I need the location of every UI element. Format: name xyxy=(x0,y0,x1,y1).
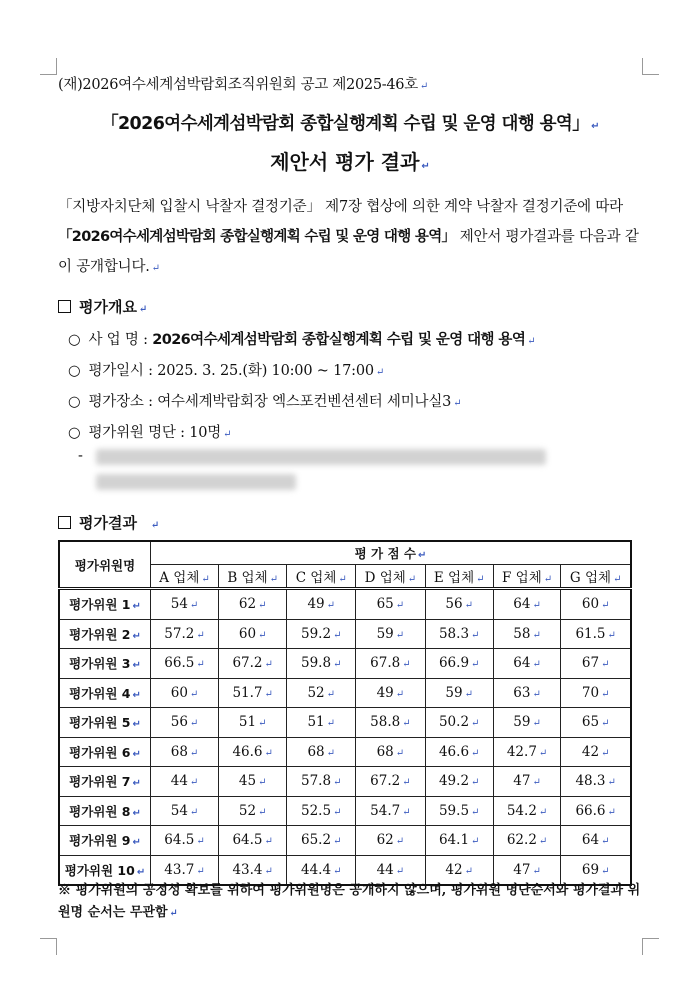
redacted-member-names-line2 xyxy=(96,474,296,490)
return-mark-icon: ↵ xyxy=(196,865,205,877)
score-cell: 52.5 ↵ xyxy=(287,796,356,826)
return-mark-icon: ↵ xyxy=(591,121,599,132)
return-mark-icon: ↵ xyxy=(189,806,199,818)
return-mark-icon: ↵ xyxy=(601,600,610,612)
return-mark-icon: ↵ xyxy=(326,600,336,612)
return-mark-icon: ↵ xyxy=(258,600,267,612)
return-mark-icon: ↵ xyxy=(532,659,541,671)
score-cell: 42.7 ↵ xyxy=(493,737,561,767)
return-mark-icon: ↵ xyxy=(132,719,141,731)
return-mark-icon: ↵ xyxy=(476,574,485,585)
return-mark-icon: ↵ xyxy=(471,806,480,818)
corner-header: 평가위원명 xyxy=(59,541,151,589)
crop-mark-bottom-left xyxy=(40,938,57,955)
checkbox-square-icon xyxy=(58,516,71,529)
score-cell: 46.6 ↵ xyxy=(425,737,493,767)
score-cell: 47 ↵ xyxy=(493,855,561,885)
score-cell: 68 ↵ xyxy=(287,737,356,767)
score-cell: 68 ↵ xyxy=(151,737,219,767)
company-header: B 업체 ↵ xyxy=(219,565,287,589)
return-mark-icon: ↵ xyxy=(258,629,267,641)
table-row xyxy=(59,826,631,856)
return-mark-icon: ↵ xyxy=(421,161,430,172)
return-mark-icon: ↵ xyxy=(138,304,148,315)
return-mark-icon: ↵ xyxy=(333,629,342,641)
return-mark-icon: ↵ xyxy=(407,574,417,585)
return-mark-icon: ↵ xyxy=(471,718,480,730)
table-row xyxy=(59,708,631,738)
return-mark-icon: ↵ xyxy=(258,777,267,789)
evaluator-name-cell: 평가위원 2 ↵ xyxy=(59,619,151,649)
score-cell: 62 ↵ xyxy=(219,589,287,620)
score-cell: 60 ↵ xyxy=(561,589,631,620)
score-cell: 52 ↵ xyxy=(287,678,356,708)
return-mark-icon: ↵ xyxy=(264,747,273,759)
return-mark-icon: ↵ xyxy=(264,659,273,671)
return-mark-icon: ↵ xyxy=(527,336,536,347)
company-header: F 업체 ↵ xyxy=(493,565,561,589)
score-cell: 54 ↵ xyxy=(151,589,219,620)
score-cell: 54.2 ↵ xyxy=(493,796,561,826)
return-mark-icon: ↵ xyxy=(326,688,336,700)
return-mark-icon: ↵ xyxy=(471,836,480,848)
return-mark-icon: ↵ xyxy=(189,777,199,789)
return-mark-icon: ↵ xyxy=(196,836,205,848)
score-cell: 66.9 ↵ xyxy=(425,649,493,679)
company-header: D 업체 ↵ xyxy=(356,565,425,589)
score-cell: 63 ↵ xyxy=(493,678,561,708)
score-cell: 62 ↵ xyxy=(356,826,425,856)
overview-item-place: ○ 평가장소 : 여수세계박람회장 엑스포컨벤션센터 세미나실3 ↵ xyxy=(68,394,462,410)
circle-bullet-icon: ○ xyxy=(68,332,81,348)
return-mark-icon: ↵ xyxy=(132,748,141,760)
score-cell: 56 ↵ xyxy=(425,589,493,620)
return-mark-icon: ↵ xyxy=(150,520,160,531)
footnote: ※ 평가위원의 공정성 확보를 위하여 평가위원명은 공개하지 않으며, 평가위원 명단순서와 평가결과 위원명 순서는 무관함 ↵ xyxy=(58,883,641,920)
section-heading-overview: 평가개요 ↵ xyxy=(58,296,147,317)
score-cell: 67.2 ↵ xyxy=(219,649,287,679)
table-row xyxy=(59,767,631,797)
return-mark-icon: ↵ xyxy=(333,806,342,818)
score-cell: 65 ↵ xyxy=(356,589,425,620)
return-mark-icon: ↵ xyxy=(223,429,232,440)
return-mark-icon: ↵ xyxy=(601,688,610,700)
score-cell: 57.8 ↵ xyxy=(287,767,356,797)
return-mark-icon: ↵ xyxy=(326,747,336,759)
return-mark-icon: ↵ xyxy=(538,836,548,848)
return-mark-icon: ↵ xyxy=(613,574,622,585)
document-subtitle: 제안서 평가 결과 ↵ xyxy=(270,150,430,174)
return-mark-icon: ↵ xyxy=(402,718,411,730)
return-mark-icon: ↵ xyxy=(601,659,610,671)
return-mark-icon: ↵ xyxy=(543,574,553,585)
return-mark-icon: ↵ xyxy=(471,659,480,671)
score-cell: 43.4 ↵ xyxy=(219,855,287,885)
return-mark-icon: ↵ xyxy=(395,688,405,700)
score-cell: 44 ↵ xyxy=(151,767,219,797)
return-mark-icon: ↵ xyxy=(417,550,427,561)
score-cell: 44.4 ↵ xyxy=(287,855,356,885)
return-mark-icon: ↵ xyxy=(132,837,141,849)
score-cell: 49 ↵ xyxy=(356,678,425,708)
score-table-body xyxy=(59,589,631,886)
evaluator-name-cell: 평가위원 4 ↵ xyxy=(59,678,151,708)
company-header: A 업체 ↵ xyxy=(151,565,219,589)
return-mark-icon: ↵ xyxy=(532,865,541,877)
score-cell: 64.5 ↵ xyxy=(219,826,287,856)
return-mark-icon: ↵ xyxy=(132,630,141,642)
evaluator-name-cell: 평가위원 3 ↵ xyxy=(59,649,151,679)
score-cell: 57.2 ↵ xyxy=(151,619,219,649)
return-mark-icon: ↵ xyxy=(196,659,205,671)
return-mark-icon: ↵ xyxy=(375,367,385,378)
return-mark-icon: ↵ xyxy=(189,718,199,730)
return-mark-icon: ↵ xyxy=(338,574,347,585)
return-mark-icon: ↵ xyxy=(395,747,405,759)
return-mark-icon: ↵ xyxy=(201,574,210,585)
evaluator-name-cell: 평가위원 5 ↵ xyxy=(59,708,151,738)
score-cell: 64.5 ↵ xyxy=(151,826,219,856)
return-mark-icon: ↵ xyxy=(453,398,462,409)
score-cell: 44 ↵ xyxy=(356,855,425,885)
score-cell: 51 ↵ xyxy=(287,708,356,738)
return-mark-icon: ↵ xyxy=(601,718,610,730)
return-mark-icon: ↵ xyxy=(333,865,342,877)
return-mark-icon: ↵ xyxy=(258,718,267,730)
evaluator-name-cell: 평가위원 9 ↵ xyxy=(59,826,151,856)
return-mark-icon: ↵ xyxy=(538,806,548,818)
evaluation-results-table xyxy=(58,540,632,886)
return-mark-icon: ↵ xyxy=(196,629,205,641)
score-cell: 49.2 ↵ xyxy=(425,767,493,797)
dash-bullet: - xyxy=(78,448,83,464)
score-cell: 70 ↵ xyxy=(561,678,631,708)
score-cell: 65.2 ↵ xyxy=(287,826,356,856)
score-cell: 67 ↵ xyxy=(561,649,631,679)
return-mark-icon: ↵ xyxy=(189,600,199,612)
return-mark-icon: ↵ xyxy=(464,688,473,700)
return-mark-icon: ↵ xyxy=(264,865,273,877)
table-row xyxy=(59,589,631,620)
score-cell: 51.7 ↵ xyxy=(219,678,287,708)
redacted-member-names xyxy=(96,449,546,465)
return-mark-icon: ↵ xyxy=(464,600,473,612)
score-cell: 64 ↵ xyxy=(561,826,631,856)
score-cell: 69 ↵ xyxy=(561,855,631,885)
table-row xyxy=(59,796,631,826)
table-row xyxy=(59,649,631,679)
evaluator-name-cell: 평가위원 7 ↵ xyxy=(59,767,151,797)
score-cell: 43.7 ↵ xyxy=(151,855,219,885)
circle-bullet-icon: ○ xyxy=(68,425,81,441)
return-mark-icon: ↵ xyxy=(333,659,342,671)
crop-mark-top-right xyxy=(642,58,659,75)
return-mark-icon: ↵ xyxy=(132,778,141,790)
score-cell: 42 ↵ xyxy=(425,855,493,885)
score-cell: 52 ↵ xyxy=(219,796,287,826)
return-mark-icon: ↵ xyxy=(136,866,146,878)
crop-mark-top-left xyxy=(40,58,57,75)
return-mark-icon: ↵ xyxy=(601,865,610,877)
score-cell: 66.6 ↵ xyxy=(561,796,631,826)
return-mark-icon: ↵ xyxy=(258,806,267,818)
return-mark-icon: ↵ xyxy=(419,81,429,92)
return-mark-icon: ↵ xyxy=(607,806,616,818)
score-cell: 50.2 ↵ xyxy=(425,708,493,738)
return-mark-icon: ↵ xyxy=(471,747,480,759)
score-cell: 64.1 ↵ xyxy=(425,826,493,856)
score-cell: 47 ↵ xyxy=(493,767,561,797)
evaluator-name-cell: 평가위원 10 ↵ xyxy=(59,855,151,885)
table-row xyxy=(59,737,631,767)
score-cell: 49 ↵ xyxy=(287,589,356,620)
score-cell: 62.2 ↵ xyxy=(493,826,561,856)
score-cell: 59.8 ↵ xyxy=(287,649,356,679)
score-cell: 59 ↵ xyxy=(425,678,493,708)
document-title: 「2026여수세계섬박람회 종합실행계획 수립 및 운영 대행 용역」 ↵ xyxy=(101,114,599,134)
return-mark-icon: ↵ xyxy=(333,836,342,848)
evaluator-name-cell: 평가위원 6 ↵ xyxy=(59,737,151,767)
company-header: E 업체 ↵ xyxy=(425,565,493,589)
return-mark-icon: ↵ xyxy=(402,806,411,818)
return-mark-icon: ↵ xyxy=(464,865,473,877)
return-mark-icon: ↵ xyxy=(169,908,178,919)
circle-bullet-icon: ○ xyxy=(68,394,81,410)
score-cell: 56 ↵ xyxy=(151,708,219,738)
return-mark-icon: ↵ xyxy=(326,718,336,730)
score-cell: 58 ↵ xyxy=(493,619,561,649)
score-cell: 59.2 ↵ xyxy=(287,619,356,649)
score-cell: 59.5 ↵ xyxy=(425,796,493,826)
score-cell: 46.6 ↵ xyxy=(219,737,287,767)
return-mark-icon: ↵ xyxy=(132,601,141,613)
overview-item-committee: ○ 평가위원 명단 : 10명 ↵ xyxy=(68,425,232,441)
score-cell: 54 ↵ xyxy=(151,796,219,826)
table-row xyxy=(59,678,631,708)
return-mark-icon: ↵ xyxy=(402,777,411,789)
return-mark-icon: ↵ xyxy=(471,629,480,641)
score-cell: 54.7 ↵ xyxy=(356,796,425,826)
return-mark-icon: ↵ xyxy=(132,689,141,701)
return-mark-icon: ↵ xyxy=(151,263,160,274)
return-mark-icon: ↵ xyxy=(601,747,610,759)
score-cell: 67.2 ↵ xyxy=(356,767,425,797)
return-mark-icon: ↵ xyxy=(538,747,548,759)
return-mark-icon: ↵ xyxy=(607,629,616,641)
return-mark-icon: ↵ xyxy=(532,777,541,789)
score-cell: 65 ↵ xyxy=(561,708,631,738)
score-cell: 66.5 ↵ xyxy=(151,649,219,679)
circle-bullet-icon: ○ xyxy=(68,363,81,379)
return-mark-icon: ↵ xyxy=(264,836,273,848)
return-mark-icon: ↵ xyxy=(395,629,405,641)
return-mark-icon: ↵ xyxy=(532,718,541,730)
score-cell: 64 ↵ xyxy=(493,649,561,679)
score-cell: 59 ↵ xyxy=(356,619,425,649)
return-mark-icon: ↵ xyxy=(395,865,405,877)
notice-number: (재)2026여수세계섬박람회조직위원회 공고 제2025-46호 ↵ xyxy=(58,77,429,93)
score-cell: 58.8 ↵ xyxy=(356,708,425,738)
overview-item-project: ○ 사 업 명 : 2026여수세계섬박람회 종합실행계획 수립 및 운영 대행 용역 ↵ xyxy=(68,332,536,348)
table-row xyxy=(59,619,631,649)
return-mark-icon: ↵ xyxy=(395,836,405,848)
score-cell: 45 ↵ xyxy=(219,767,287,797)
score-cell: 68 ↵ xyxy=(356,737,425,767)
intro-paragraph: 「지방자치단체 입찰시 낙찰자 결정기준」 제7장 협상에 의한 계약 낙찰자 결정기준에 따라 「2026여수세계섬박람회 종합실행계획 수립 및 운영 대행 용역」 제안서 평가결과를 다음과 같이 공개합니다. ↵ xyxy=(58,199,639,275)
evaluator-name-cell: 평가위원 8 ↵ xyxy=(59,796,151,826)
return-mark-icon: ↵ xyxy=(132,807,141,819)
score-cell: 51 ↵ xyxy=(219,708,287,738)
company-header: C 업체 ↵ xyxy=(287,565,356,589)
return-mark-icon: ↵ xyxy=(264,688,273,700)
crop-mark-bottom-right xyxy=(642,938,659,955)
return-mark-icon: ↵ xyxy=(395,600,405,612)
score-cell: 59 ↵ xyxy=(493,708,561,738)
score-cell: 58.3 ↵ xyxy=(425,619,493,649)
score-cell: 64 ↵ xyxy=(493,589,561,620)
return-mark-icon: ↵ xyxy=(132,660,141,672)
return-mark-icon: ↵ xyxy=(532,600,541,612)
return-mark-icon: ↵ xyxy=(532,629,541,641)
score-cell: 42 ↵ xyxy=(561,737,631,767)
overview-item-date: ○ 평가일시 : 2025. 3. 25.(화) 10:00 ~ 17:00 ↵ xyxy=(68,363,385,379)
company-header: G 업체 ↵ xyxy=(561,565,631,589)
return-mark-icon: ↵ xyxy=(269,574,279,585)
score-cell: 60 ↵ xyxy=(151,678,219,708)
score-cell: 67.8 ↵ xyxy=(356,649,425,679)
score-cell: 48.3 ↵ xyxy=(561,767,631,797)
return-mark-icon: ↵ xyxy=(189,688,199,700)
return-mark-icon: ↵ xyxy=(532,688,541,700)
checkbox-square-icon xyxy=(58,300,71,313)
return-mark-icon: ↵ xyxy=(189,747,199,759)
score-cell: 60 ↵ xyxy=(219,619,287,649)
score-group-header: 평 가 점 수 ↵ xyxy=(151,541,632,565)
return-mark-icon: ↵ xyxy=(402,659,411,671)
return-mark-icon: ↵ xyxy=(333,777,342,789)
return-mark-icon: ↵ xyxy=(607,777,616,789)
return-mark-icon: ↵ xyxy=(601,836,610,848)
return-mark-icon: ↵ xyxy=(471,777,480,789)
section-heading-results: 평가결과 ↵ xyxy=(58,512,159,533)
evaluator-name-cell: 평가위원 1 ↵ xyxy=(59,589,151,620)
score-cell: 61.5 ↵ xyxy=(561,619,631,649)
